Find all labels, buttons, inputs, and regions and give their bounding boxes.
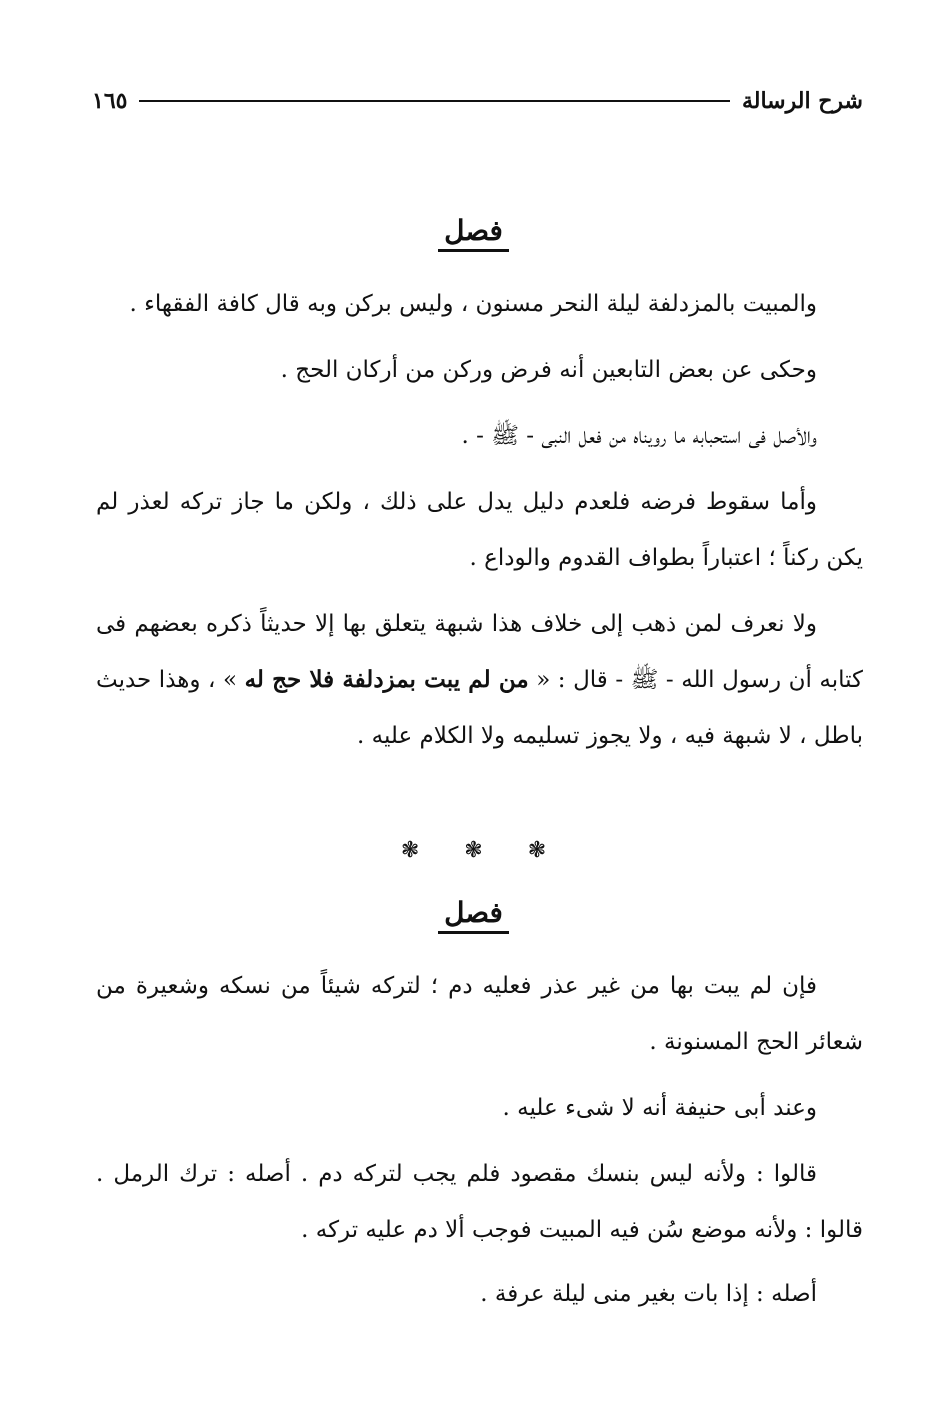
paragraph-6: فإن لم يبت بها من غير عذر فعليه دم ؛ لتركه شيئاً من نسكه وشعيرة من شعائر الحج المسنونة . bbox=[96, 973, 863, 1055]
header-rule bbox=[139, 100, 730, 102]
paragraph-2: وحكى عن بعض التابعين أنه فرض وركن من أركان الحج . bbox=[280, 357, 817, 383]
paragraph-9: أصله : إذا بات بغير منى ليلة عرفة . bbox=[480, 1281, 817, 1307]
paragraph-5-part-2: » ، وهذا حديث باطل ، لا شبهة فيه ، ولا يجوز تسليمه ولا الكلام عليه . bbox=[96, 667, 863, 749]
section-heading-1 bbox=[0, 214, 947, 247]
running-title: شرح الرسالة bbox=[741, 88, 863, 114]
section-heading-1-text: فصل bbox=[438, 214, 509, 252]
paragraph-5 bbox=[96, 596, 863, 764]
paragraph-1: والمبيت بالمزدلفة ليلة النحر مسنون ، وليس بركن وبه قال كافة الفقهاء . bbox=[129, 291, 817, 317]
paragraph-4: وأما سقوط فرضه فلعدم دليل يدل على ذلك ، ولكن ما جاز تركه لعذر لم يكن ركناً ؛ اعتباراً بطواف القدوم والوداع . bbox=[96, 489, 863, 571]
hadith-quote: من لم يبت بمزدلفة فلا حج له bbox=[244, 666, 529, 693]
section-heading-2-text: فصل bbox=[438, 896, 509, 934]
running-header bbox=[92, 84, 863, 118]
paragraph-5-part-1: ولا نعرف لمن ذهب إلى خلاف هذا شبهة يتعلق بها إلا حديثاً ذكره بعضهم فى كتابه أن رسول الله - ﷺ - قال : « bbox=[96, 611, 864, 693]
paragraph-3: والأصل فى استحبابه ما رويناه من فعل النبى - ﷺ - . bbox=[461, 423, 817, 449]
section-divider-ornament: ❃ ❃ ❃ bbox=[400, 838, 547, 863]
paragraph-8: قالوا : ولأنه ليس بنسك مقصود فلم يجب لتركه دم . أصله : ترك الرمل . قالوا : ولأنه موضع سُن فيه المبيت فوجب ألا دم عليه تركه . bbox=[96, 1161, 863, 1243]
section-heading-2 bbox=[0, 896, 947, 929]
page-number: ١٦٥ bbox=[92, 88, 128, 114]
paragraph-7: وعند أبى حنيفة أنه لا شىء عليه . bbox=[502, 1095, 817, 1121]
